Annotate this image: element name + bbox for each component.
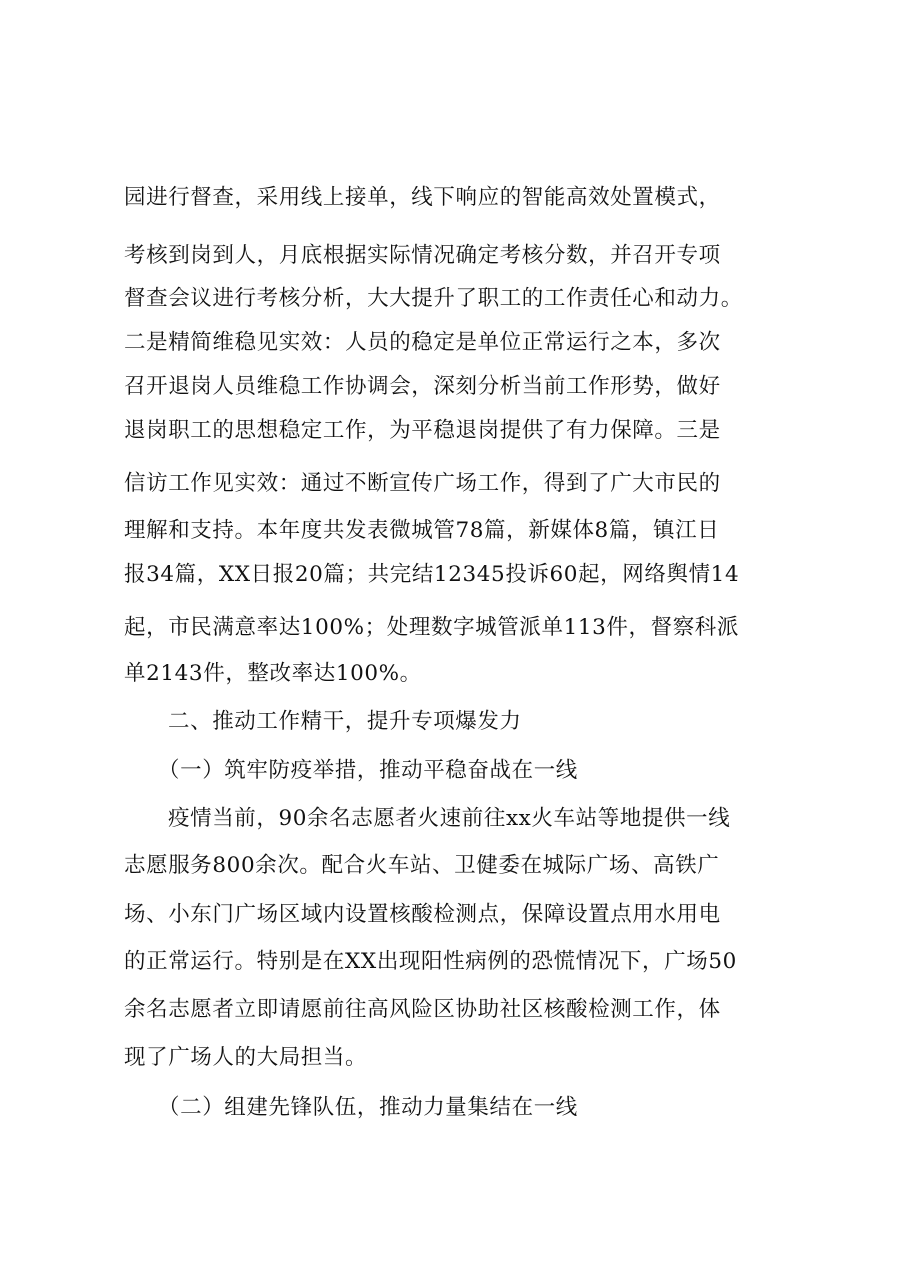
section-heading: 二、推动工作精干，提升专项爆发力	[168, 709, 522, 734]
paragraph-line: 场、小东门广场区域内设置核酸检测点，保障设置点用水用电	[124, 902, 721, 927]
subsection-heading: （一）筑牢防疫举措，推动平稳奋战在一线	[158, 758, 578, 783]
paragraph-line: 余名志愿者立即请愿前往高风险区协助社区核酸检测工作，体	[124, 997, 721, 1022]
paragraph-line: 督查会议进行考核分析，大大提升了职工的工作责任心和动力。	[124, 286, 743, 311]
paragraph-line: 起，市民满意率达100%；处理数字城管派单113件，督察科派	[124, 615, 740, 640]
subsection-heading: （二）组建先锋队伍，推动力量集结在一线	[158, 1095, 578, 1120]
paragraph-line: 二是精简维稳见实效：人员的稳定是单位正常运行之本，多次	[124, 330, 721, 355]
paragraph-line: 考核到岗到人，月底根据实际情况确定考核分数，并召开专项	[124, 243, 721, 268]
paragraph-line: 园进行督查，采用线上接单，线下响应的智能高效处置模式，	[124, 185, 721, 210]
paragraph-line: 志愿服务800余次。配合火车站、卫健委在城际广场、高铁广	[124, 853, 720, 878]
paragraph-line: 退岗职工的思想稳定工作，为平稳退岗提供了有力保障。三是	[124, 418, 721, 443]
paragraph-line: 报34篇，XX日报20篇；共完结12345投诉60起，网络舆情14	[124, 562, 740, 587]
paragraph-line: 单2143件，整改率达100%。	[124, 661, 422, 686]
paragraph-line: 信访工作见实效：通过不断宣传广场工作，得到了广大市民的	[124, 471, 721, 496]
paragraph-line: 的正常运行。特别是在XX出现阳性病例的恐慌情况下，广场50	[124, 949, 737, 974]
paragraph-line: 理解和支持。本年度共发表微城管78篇，新媒体8篇，镇江日	[124, 518, 720, 543]
paragraph-line: 召开退岗人员维稳工作协调会，深刻分析当前工作形势，做好	[124, 374, 721, 399]
paragraph-line: 现了广场人的大局担当。	[124, 1045, 368, 1070]
paragraph-line: 疫情当前，90余名志愿者火速前往xx火车站等地提供一线	[168, 806, 731, 831]
